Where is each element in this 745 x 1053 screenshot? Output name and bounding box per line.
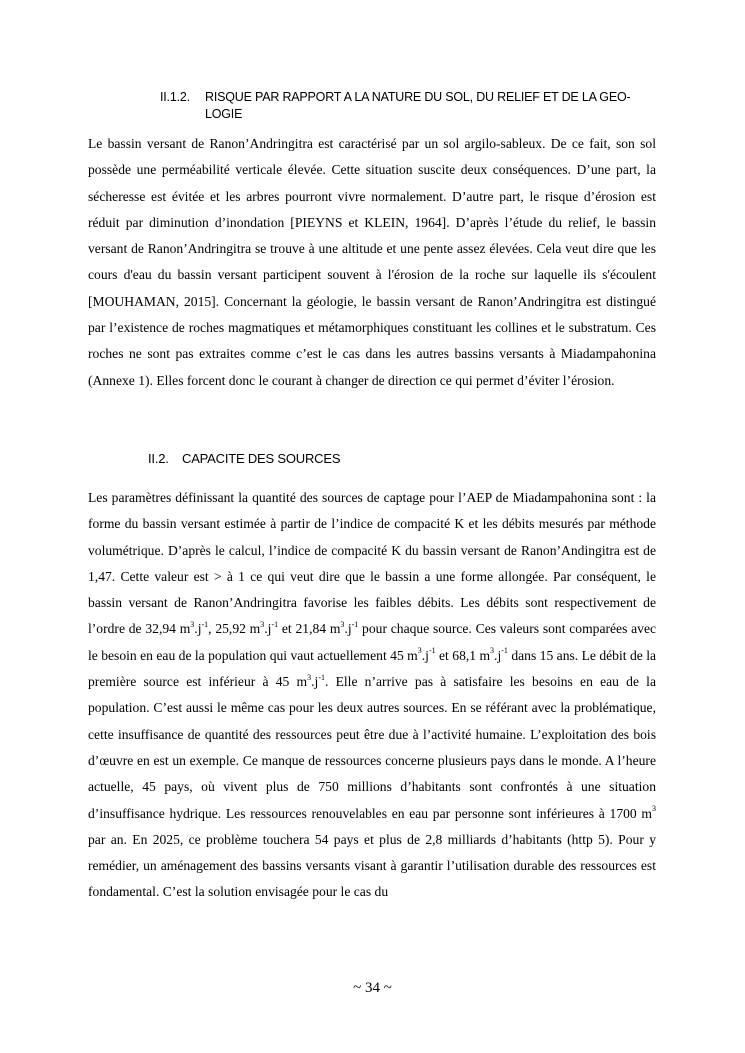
page-number: ~ 34 ~ bbox=[353, 980, 392, 996]
separator: et bbox=[278, 621, 296, 637]
flow-value-2: 25,92 m bbox=[215, 621, 261, 637]
flow-value-3: 21,84 m bbox=[295, 621, 341, 637]
need-value-1: 45 m bbox=[390, 647, 418, 663]
exponent: -1 bbox=[201, 619, 209, 629]
subsection-number: II.1.2. bbox=[160, 90, 190, 104]
section-number: II.2. bbox=[148, 451, 169, 466]
exponent: -1 bbox=[351, 619, 359, 629]
exponent: -1 bbox=[501, 646, 508, 656]
unit: .j bbox=[264, 621, 272, 637]
unit: .j bbox=[311, 674, 319, 690]
exponent: -1 bbox=[428, 646, 436, 656]
exponent: 3 bbox=[190, 619, 195, 629]
unit: .j bbox=[494, 647, 502, 663]
exponent: 3 bbox=[260, 619, 265, 629]
text-span: pour chaque source. Ces valeurs sont comparées avec le besoin en eau de la population qui vaut actuellement bbox=[88, 621, 657, 663]
unit: .j bbox=[421, 647, 429, 663]
paragraph-source-capacity bbox=[88, 485, 656, 906]
exponent: -1 bbox=[318, 672, 325, 682]
text-span: Les paramètres définissant la quantité des sources de captage pour l’AEP de Miadampahonina sont : la forme du bassin versant estimée à partir de l’indice de compacité K et les débits mesurés par méthode volumétrique. D’après le calcul, l’indice de compacité K du bassin versant de Ranon’Andingitra est de 1,47. Cette valeur est > à 1 ce qui veut dire que le bassin a une forme allongée. Par conséquent, le bassin versant de Ranon’Andringitra favorise les faibles débits. Les débits sont respectivement de l’ordre de bbox=[88, 490, 656, 637]
text-span: . Elle n’arrive pas à satisfaire les besoins en eau de la population. C’est aussi le même cas pour les deux autres sources. En se référant avec la problématique, cette insuffisance de quantité des ressources peut être due à l’activité humaine. L’exploitation des bois d’œuvre en est un exemple. Ce manque de ressources concerne plusieurs pays dans le monde. A l’heure actuelle, 45 pays, où vivent plus de 750 millions d’habitants sont confrontés à une situation d’insuffisance hydrique. Les ressources renouvelables en eau par personne sont inférieures à bbox=[88, 674, 656, 821]
text-span: dans 15 ans. Le débit de la première source est inférieur à bbox=[88, 647, 657, 690]
section-heading bbox=[148, 450, 340, 468]
exponent: -1 bbox=[271, 619, 279, 629]
exponent: 3 bbox=[340, 619, 345, 629]
unit: .j bbox=[194, 621, 202, 637]
subsection-title: RISQUE PAR RAPPORT A LA NATURE DU SOL, DU RELIEF ET DE LA GEO-LOGIE bbox=[205, 90, 631, 121]
paragraph-soil-relief-geology: Le bassin versant de Ranon’Andringitra est caractérisé par un sol argilo-sableux. De ce fait, son sol possède une perméabilité verticale élevée. Cette situation suscite deux conséquences. D’une part, la sécheresse est évitée et les arbres pourront vivre normalement. D’autre part, le risque d’érosion est réduit par diminution d’inondation [PIEYNS et KLEIN, 1964]. D’après l’étude du relief, le bassin versant de Ranon’Andringitra se trouve à une altitude et une pente assez élevées. Cela veut dire que les cours d'eau du bassin versant participent souvent à l'érosion de la roche sur laquelle ils s'écoulent [MOUHAMAN, 2015]. Concernant la géologie, le bassin versant de Ranon’Andringitra est distingué par l’existence de roches magmatiques et métamorphiques constituant les collines et le substratum. Ces roches ne sont pas extraites comme c’est le cas dans les autres bassins versants à Miadampahonina (Annexe 1). Elles forcent donc le courant à changer de direction ce qui permet d’éviter l’érosion. bbox=[88, 136, 656, 388]
separator: , bbox=[208, 621, 216, 637]
need-value-3: 45 m bbox=[275, 674, 308, 690]
subsection-heading bbox=[160, 89, 660, 123]
exponent: 3 bbox=[307, 672, 312, 682]
section-title: CAPACITE DES SOURCES bbox=[182, 451, 341, 466]
exponent: 3 bbox=[417, 646, 422, 656]
flow-value-1: 32,94 m bbox=[145, 621, 191, 637]
resource-value: 1700 m bbox=[609, 805, 652, 821]
need-value-2: 68,1 m bbox=[452, 647, 491, 663]
exponent: 3 bbox=[652, 804, 656, 814]
unit: .j bbox=[344, 621, 352, 637]
text-span: par an. En 2025, ce problème touchera 54 pays et plus de 2,8 milliards d’habitants (http 5). Pour y remédier, un aménagement des bassins versants visant à garantir l’utilisation durable des ressources est fondamental. C’est la solution envisagée pour le cas du bbox=[88, 831, 656, 900]
exponent: 3 bbox=[490, 646, 495, 656]
separator: et bbox=[435, 647, 453, 663]
